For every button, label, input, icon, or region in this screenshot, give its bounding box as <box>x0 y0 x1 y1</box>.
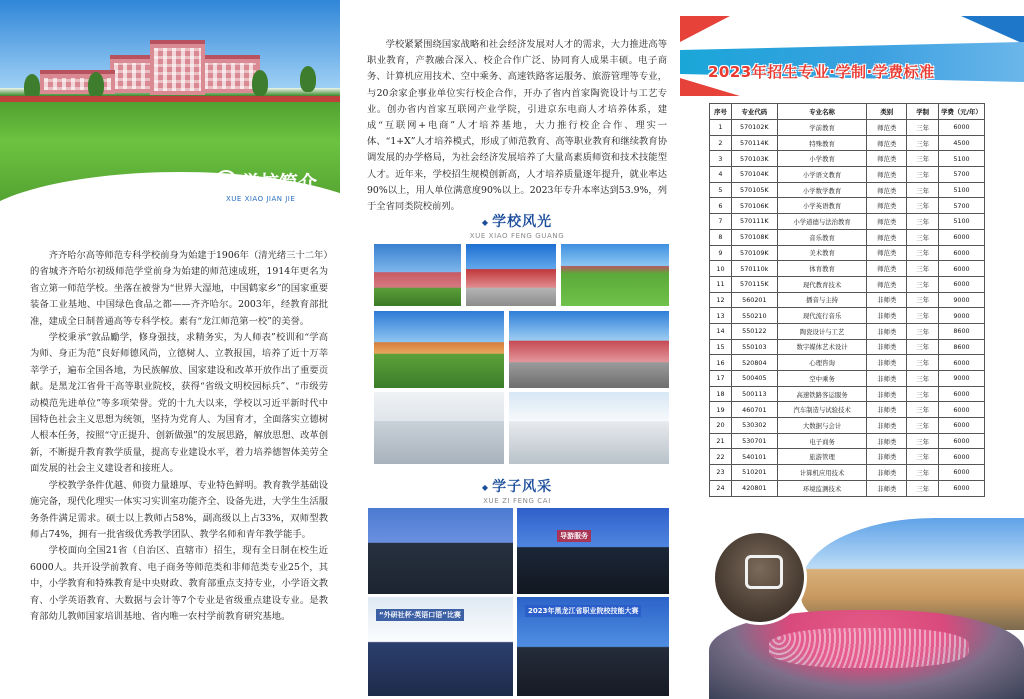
table-cell: 三年 <box>907 386 939 402</box>
students-heading: ◆ 学子风采 XUE ZI FENG CAI <box>481 479 553 505</box>
table-cell: 师范类 <box>867 214 907 230</box>
table-row <box>710 120 985 136</box>
table-cell: 师范类 <box>867 245 907 261</box>
table-cell: 小学英语教育 <box>777 198 867 214</box>
table-cell: 550103 <box>731 339 777 355</box>
table-cell: 数字媒体艺术设计 <box>777 339 867 355</box>
table-cell: 三年 <box>907 151 939 167</box>
table-cell: 570109K <box>731 245 777 261</box>
students-photo <box>368 508 513 594</box>
table-cell: 560201 <box>731 292 777 308</box>
table-cell: 三年 <box>907 135 939 151</box>
table-cell: 5100 <box>938 214 984 230</box>
table-cell: 陶瓷设计与工艺 <box>777 323 867 339</box>
table-cell: 520804 <box>731 355 777 371</box>
table-row <box>710 135 985 151</box>
table-cell: 17 <box>710 371 732 387</box>
table-cell: 三年 <box>907 480 939 496</box>
students-photo <box>368 597 513 696</box>
scenery-heading: ◆ 学校风光 XUE XIAO FENG GUANG <box>469 214 565 240</box>
table-cell: 非师类 <box>867 433 907 449</box>
table-cell: 6 <box>710 198 732 214</box>
table-cell: 三年 <box>907 245 939 261</box>
table-cell: 三年 <box>907 418 939 434</box>
table-cell: 三年 <box>907 229 939 245</box>
table-cell: 9000 <box>938 371 984 387</box>
table-cell: 5700 <box>938 167 984 183</box>
table-cell: 13 <box>710 308 732 324</box>
table-header-row <box>710 104 985 120</box>
table-cell: 现代流行音乐 <box>777 308 867 324</box>
table-cell: 6000 <box>938 245 984 261</box>
table-cell: 学前教育 <box>777 120 867 136</box>
table-cell: 小学数学教育 <box>777 182 867 198</box>
table-cell: 19 <box>710 402 732 418</box>
table-cell: 体育教育 <box>777 261 867 277</box>
table-cell: 现代教育技术 <box>777 276 867 292</box>
table-cell: 非师类 <box>867 465 907 481</box>
table-column-header: 专业代码 <box>731 104 777 120</box>
diamond-icon: ◆ <box>481 482 490 492</box>
table-cell: 三年 <box>907 120 939 136</box>
school-intro-text <box>30 248 328 625</box>
photo-caption: 导游服务 <box>557 530 591 542</box>
table-cell: 非师类 <box>867 418 907 434</box>
table-cell: 570106K <box>731 198 777 214</box>
table-cell: 21 <box>710 433 732 449</box>
table-cell: 550122 <box>731 323 777 339</box>
table-cell: 570102K <box>731 120 777 136</box>
table-cell: 三年 <box>907 449 939 465</box>
table-cell: 非师类 <box>867 339 907 355</box>
scenery-photo <box>374 311 504 388</box>
table-column-header: 专业名称 <box>777 104 867 120</box>
scenery-photo <box>374 392 504 464</box>
table-row <box>710 182 985 198</box>
table-row <box>710 449 985 465</box>
table-cell: 18 <box>710 386 732 402</box>
table-cell: 6000 <box>938 120 984 136</box>
scenery-photo <box>509 311 669 388</box>
table-cell: 540101 <box>731 449 777 465</box>
intro-paragraph: 学校秉承“敦品勵学，修身强技，求精务实，为人师表”校训和“学高为师、身正为范”良好师德风尚，立德树人、立教报国，培养了近十万莘莘学子，遍布全国各地，为民族解放、国家建设和改革开放作出了重要贡献。是黑龙江省骨干高等职业院校，获得“省级文明校园标兵”、“市级劳动模范先进单位”等多项荣誉。党的十九大以来，学校以习近平新时代中国特色社会主义思想为统领，坚持为党育人、为国育才，全面落实立德树人根本任务，按照“守正提升、创新做强”的发展思路，解放思想、改革创新，不断提升教育教学质量，提高专业建设水平，着力培养德智体美劳全面发展的社会主义建设者和接班人。 <box>30 332 328 475</box>
table-cell: 汽车制造与试验技术 <box>777 402 867 418</box>
table-cell: 570114K <box>731 135 777 151</box>
table-cell: 12 <box>710 292 732 308</box>
table-cell: 570105K <box>731 182 777 198</box>
table-cell: 三年 <box>907 167 939 183</box>
intro-paragraph: 学校紧紧围绕国家战略和社会经济发展对人才的需求，大力推进高等职业教育，产教融合深入、校企合作广泛、协同育人成果丰硕。电子商务、计算机应用技术、空中乘务、高速铁路客运服务、旅游管理等专业，与20余家企事业单位实行校企合作，开办了省内首家陶瓷设计与工艺专业。创办省内首家互联网产业学院，引进京东电商人才培养体系，建成“互联网+电商”人才培养基地，大力推行校企合作、理实一体、“1+X”人才培养模式，形成了师范教育、高等职业教育和继续教育协调发展的办学格局，为社会经济发展培养了大量高素质师资和技术技能型人才。近年来，学校招生规模创新高，人才培养质量逐年提升，就业率达90%以上，用人单位满意度90%以上。2023年专升本率达到53.9%，列于全省同类院校前列。 <box>367 39 667 213</box>
table-cell: 非师类 <box>867 386 907 402</box>
table-cell: 510201 <box>731 465 777 481</box>
table-cell: 师范类 <box>867 151 907 167</box>
table-cell: 非师类 <box>867 449 907 465</box>
table-cell: 530302 <box>731 418 777 434</box>
table-row <box>710 465 985 481</box>
table-row <box>710 308 985 324</box>
table-cell: 师范类 <box>867 167 907 183</box>
table-cell: 570108K <box>731 229 777 245</box>
table-cell: 音乐教育 <box>777 229 867 245</box>
table-column-header: 序号 <box>710 104 732 120</box>
table-cell: 570110k <box>731 261 777 277</box>
table-cell: 师范类 <box>867 198 907 214</box>
table-cell: 三年 <box>907 182 939 198</box>
scenery-photo <box>509 392 669 464</box>
table-cell: 师范类 <box>867 276 907 292</box>
table-cell: 6000 <box>938 449 984 465</box>
campus-collage-photo <box>709 502 1024 699</box>
table-cell: 16 <box>710 355 732 371</box>
table-cell: 三年 <box>907 214 939 230</box>
table-cell: 9000 <box>938 292 984 308</box>
students-photo <box>517 597 669 696</box>
table-row <box>710 386 985 402</box>
table-cell: 420801 <box>731 480 777 496</box>
table-row <box>710 355 985 371</box>
table-cell: 三年 <box>907 355 939 371</box>
table-cell: 6000 <box>938 480 984 496</box>
table-cell: 9000 <box>938 308 984 324</box>
table-cell: 三年 <box>907 433 939 449</box>
table-cell: 环境监测技术 <box>777 480 867 496</box>
table-row <box>710 433 985 449</box>
scenery-photo <box>561 244 669 306</box>
table-cell: 15 <box>710 339 732 355</box>
table-cell: 550210 <box>731 308 777 324</box>
table-row <box>710 418 985 434</box>
table-cell: 计算机应用技术 <box>777 465 867 481</box>
table-cell: 三年 <box>907 465 939 481</box>
table-cell: 三年 <box>907 371 939 387</box>
table-cell: 23 <box>710 465 732 481</box>
table-cell: 电子商务 <box>777 433 867 449</box>
table-cell: 1 <box>710 120 732 136</box>
intro-paragraph: 学校教学条件优越、师资力量雄厚、专业特色鲜明。教育教学基础设施完备，现代化理实一体实习实训室功能齐全、设备先进，大学生生活服务条件满足需求。硕士以上教师占58%，副高级以上占33%，双师型教师占74%，拥有一批省级优秀教学团队、教学名师和青年教学能手。 <box>30 479 328 540</box>
table-cell: 三年 <box>907 276 939 292</box>
table-cell: 6000 <box>938 433 984 449</box>
table-cell: 570103K <box>731 151 777 167</box>
table-cell: 20 <box>710 418 732 434</box>
table-cell: 心理咨询 <box>777 355 867 371</box>
table-cell: 三年 <box>907 308 939 324</box>
table-column-header: 类别 <box>867 104 907 120</box>
table-cell: 6000 <box>938 355 984 371</box>
table-cell: 三年 <box>907 323 939 339</box>
table-cell: 空中乘务 <box>777 371 867 387</box>
table-column-header: 学制 <box>907 104 939 120</box>
scenery-photo <box>374 244 461 306</box>
table-cell: 500405 <box>731 371 777 387</box>
table-cell: 小学道德与法治教育 <box>777 214 867 230</box>
table-cell: 非师类 <box>867 371 907 387</box>
table-cell: 24 <box>710 480 732 496</box>
table-cell: 非师类 <box>867 355 907 371</box>
table-cell: 570115K <box>731 276 777 292</box>
table-cell: 非师类 <box>867 402 907 418</box>
table-cell: 师范类 <box>867 229 907 245</box>
table-cell: 5100 <box>938 182 984 198</box>
table-cell: 3 <box>710 151 732 167</box>
photo-caption: 2023年黑龙江省职业院校技能大赛 <box>525 605 641 617</box>
table-cell: 6000 <box>938 418 984 434</box>
table-cell: 大数据与会计 <box>777 418 867 434</box>
table-row <box>710 276 985 292</box>
table-cell: 7 <box>710 214 732 230</box>
table-cell: 530701 <box>731 433 777 449</box>
school-intro-title: ✓ 学校简介 <box>215 168 317 194</box>
table-cell: 6000 <box>938 465 984 481</box>
table-row <box>710 214 985 230</box>
table-cell: 8600 <box>938 323 984 339</box>
table-cell: 570111K <box>731 214 777 230</box>
table-cell: 小学教育 <box>777 151 867 167</box>
table-cell: 8 <box>710 229 732 245</box>
table-row <box>710 229 985 245</box>
table-cell: 5100 <box>938 151 984 167</box>
table-cell: 旅游管理 <box>777 449 867 465</box>
intro-paragraph: 齐齐哈尔高等师范专科学校前身为始建于1906年（清光绪三十二年）的省城齐齐哈尔初级师范学堂前身为始建的师范速成班，1914年更名为省立第一师范学校。坐落在被誉为“世界大湿地，中国鹤家乡”的国家重要装备工业基地、中国绿色食品之都——齐齐哈尔。2003年，经教育部批准，建成全日制普通高等专科学校。素有“龙江师范第一校”的美誉。 <box>30 250 328 327</box>
fees-table <box>709 103 985 497</box>
table-column-header: 学费（元/年） <box>938 104 984 120</box>
table-cell: 500113 <box>731 386 777 402</box>
table-row <box>710 323 985 339</box>
table-cell: 460701 <box>731 402 777 418</box>
photo-caption: “外研社杯·英语口语”比赛 <box>376 609 464 621</box>
table-cell: 小学语文教育 <box>777 167 867 183</box>
table-cell: 2 <box>710 135 732 151</box>
table-cell: 6000 <box>938 261 984 277</box>
table-cell: 6000 <box>938 276 984 292</box>
table-cell: 10 <box>710 261 732 277</box>
table-cell: 11 <box>710 276 732 292</box>
table-cell: 8600 <box>938 339 984 355</box>
table-row <box>710 480 985 496</box>
table-cell: 非师类 <box>867 323 907 339</box>
table-cell: 4 <box>710 167 732 183</box>
table-cell: 6000 <box>938 229 984 245</box>
table-cell: 5 <box>710 182 732 198</box>
table-cell: 9 <box>710 245 732 261</box>
table-cell: 三年 <box>907 292 939 308</box>
check-circle-icon: ✓ <box>215 170 237 192</box>
table-cell: 22 <box>710 449 732 465</box>
table-row <box>710 402 985 418</box>
table-cell: 师范类 <box>867 182 907 198</box>
table-cell: 非师类 <box>867 308 907 324</box>
table-cell: 三年 <box>907 402 939 418</box>
table-cell: 播音与主持 <box>777 292 867 308</box>
school-intro-continued <box>367 37 667 215</box>
table-cell: 570104K <box>731 167 777 183</box>
table-cell: 三年 <box>907 261 939 277</box>
ceramics-studio-photo <box>712 530 807 625</box>
fees-table-body <box>710 120 985 497</box>
table-row <box>710 371 985 387</box>
table-row <box>710 245 985 261</box>
table-cell: 14 <box>710 323 732 339</box>
table-cell: 高速铁路客运服务 <box>777 386 867 402</box>
table-cell: 师范类 <box>867 261 907 277</box>
diamond-icon: ◆ <box>481 217 490 227</box>
table-cell: 特殊教育 <box>777 135 867 151</box>
table-row <box>710 167 985 183</box>
students-photo <box>517 508 669 594</box>
fees-title: 2023年招生专业·学制·学费标准 <box>708 63 935 81</box>
table-cell: 师范类 <box>867 120 907 136</box>
table-cell: 师范类 <box>867 135 907 151</box>
table-cell: 5700 <box>938 198 984 214</box>
fees-banner <box>680 16 1024 96</box>
intro-paragraph: 学校面向全国21省（自治区、直辖市）招生，现有全日制在校生近6000人。共开设学前教育、电子商务等师范类和非师范类专业25个，其中，小学教育和特殊教育是中央财政、教育部重点支持专业，小学语文教育、小学英语教育、大数据与会计等7个专业是省级重点建设专业。是教育部幼儿教师国家培训基地、省内唯一农村学前教育研究基地。 <box>30 545 328 622</box>
table-row <box>710 292 985 308</box>
table-row <box>710 261 985 277</box>
table-cell: 非师类 <box>867 480 907 496</box>
scenery-photo <box>466 244 556 306</box>
table-cell: 非师类 <box>867 292 907 308</box>
table-cell: 6000 <box>938 386 984 402</box>
table-row <box>710 339 985 355</box>
table-row <box>710 151 985 167</box>
table-cell: 三年 <box>907 198 939 214</box>
table-row <box>710 198 985 214</box>
school-intro-subtitle: XUE XIAO JIAN JIE <box>226 195 296 203</box>
table-cell: 三年 <box>907 339 939 355</box>
table-cell: 6000 <box>938 402 984 418</box>
table-cell: 4500 <box>938 135 984 151</box>
table-cell: 美术教育 <box>777 245 867 261</box>
